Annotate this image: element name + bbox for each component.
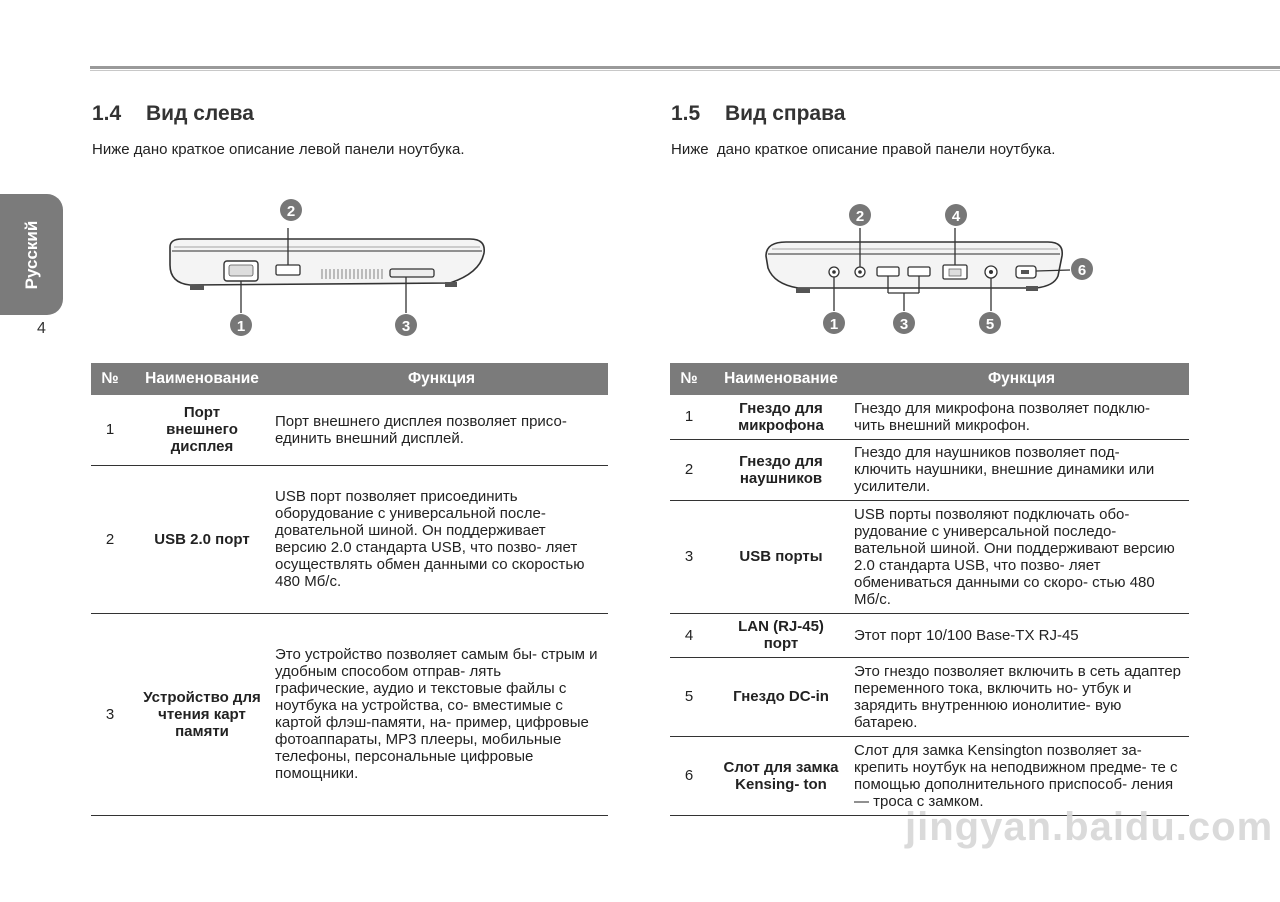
svg-text:3: 3 [401, 318, 411, 335]
left-section-heading [92, 102, 254, 126]
row-name: Гнездо DC-in [708, 657, 854, 736]
row-number: 4 [670, 613, 708, 657]
table-row [670, 395, 1189, 439]
right-section-heading [671, 102, 845, 126]
left-section-title: Вид слева [146, 102, 254, 125]
header-no: № [91, 363, 129, 395]
left-spec-table [91, 363, 608, 816]
svg-text:1: 1 [829, 316, 839, 333]
svg-text:5: 5 [985, 316, 995, 333]
right-spec-table [670, 363, 1189, 816]
callout-2-left [280, 199, 302, 221]
table-row [91, 395, 608, 465]
row-name: Слот для замка Kensing- ton [708, 736, 854, 815]
table-row [670, 439, 1189, 500]
table-row [91, 613, 608, 815]
header-no: № [670, 363, 708, 395]
row-function: Гнездо для микрофона позволяет подклю- чить внешний микрофон. [854, 395, 1189, 439]
row-function: USB порты позволяют подключать обо- рудование с универсальной последо- вательной шиной. Они поддерживают версию 2.0 стандарта USB, что позво- ляет обмениваться данными со скоро- стью 480 Мб/с. [854, 500, 1189, 613]
usb-port-2-icon [908, 267, 930, 276]
row-number: 6 [670, 736, 708, 815]
callout-1-right [823, 312, 845, 334]
header-function: Функция [275, 363, 608, 395]
row-name: USB порты [708, 500, 854, 613]
table-row [670, 736, 1189, 815]
callout-3-left [395, 314, 417, 336]
svg-text:1: 1 [236, 318, 246, 335]
row-name: USB 2.0 порт [129, 465, 275, 613]
row-function: Это гнездо позволяет включить в сеть адаптер переменного тока, включить но- утбук и зарядить внутреннюю ионолитие- вую батарею. [854, 657, 1189, 736]
row-name: Устройство для чтения карт памяти [129, 613, 275, 815]
page-number: 4 [37, 320, 46, 337]
svg-text:3: 3 [899, 316, 909, 333]
row-number: 3 [91, 613, 129, 815]
callout-6-right [1071, 258, 1093, 280]
row-number: 1 [91, 395, 129, 465]
row-name: Гнездо для микрофона [708, 395, 854, 439]
row-number: 1 [670, 395, 708, 439]
header-function: Функция [854, 363, 1189, 395]
row-function: Гнездо для наушников позволяет под- ключить наушники, внешние динамики или усилители. [854, 439, 1189, 500]
callout-3-right [893, 312, 915, 334]
right-intro: Ниже дано краткое описание правой панели ноутбука. [671, 141, 1056, 158]
language-tab [0, 194, 63, 315]
row-function: Порт внешнего дисплея позволяет присо- единить внешний дисплей. [275, 395, 608, 465]
row-function: Этот порт 10/100 Base-TX RJ-45 [854, 613, 1189, 657]
row-number: 3 [670, 500, 708, 613]
svg-text:4: 4 [951, 208, 961, 225]
top-rule [90, 66, 1280, 69]
callout-5-right [979, 312, 1001, 334]
table-row [670, 500, 1189, 613]
right-section-title: Вид справа [725, 102, 846, 125]
svg-text:6: 6 [1077, 262, 1087, 279]
row-number: 2 [670, 439, 708, 500]
callout-2-right [849, 204, 871, 226]
row-name: LAN (RJ-45) порт [708, 613, 854, 657]
row-number: 2 [91, 465, 129, 613]
table-row [670, 657, 1189, 736]
table-row [91, 465, 608, 613]
row-function: Это устройство позволяет самым бы- стрым и удобным способом отправ- лять графические, аудио и текстовые файлы с ноутбука на устройства, со- вместимые с картой флэш-памяти, на- пример, цифровые фотоаппараты, MP3 плееры, мобильные телефоны, персональные цифровые помощники. [275, 613, 608, 815]
language-tab-label: Русский [21, 220, 41, 289]
card-reader-icon [390, 269, 434, 277]
header-name: Наименование [708, 363, 854, 395]
row-name: Порт внешнего дисплея [129, 395, 275, 465]
right-section-number: 1.5 [671, 102, 701, 125]
usb-port-1-icon [877, 267, 899, 276]
callout-1-left [230, 314, 252, 336]
right-side-illustration [758, 198, 1098, 338]
laptop-body-left [170, 239, 484, 285]
callout-4-right [945, 204, 967, 226]
header-name: Наименование [129, 363, 275, 395]
svg-text:2: 2 [286, 203, 296, 220]
left-side-illustration [160, 195, 500, 340]
watermark: jingyan.baidu.com [905, 805, 1274, 849]
left-section-number: 1.4 [92, 102, 122, 125]
usb-port-icon [276, 265, 300, 275]
row-number: 5 [670, 657, 708, 736]
right-table-header [670, 363, 1189, 395]
row-name: Гнездо для наушников [708, 439, 854, 500]
table-row [670, 613, 1189, 657]
top-rule-thin [90, 70, 1280, 71]
left-intro: Ниже дано краткое описание левой панели ноутбука. [92, 141, 465, 158]
svg-text:2: 2 [855, 208, 865, 225]
row-function: Слот для замка Kensington позволяет за- крепить ноутбук на неподвижном предме- те с помощью дополнительного приспособ- ления — троса с замком. [854, 736, 1189, 815]
left-table-header [91, 363, 608, 395]
row-function: USB порт позволяет присоединить оборудование с универсальной после- довательной шиной. Он поддерживает версию 2.0 стандарта USB, что позво- ляет осуществлять обмен данными со скоростью 480 Мб/с. [275, 465, 608, 613]
